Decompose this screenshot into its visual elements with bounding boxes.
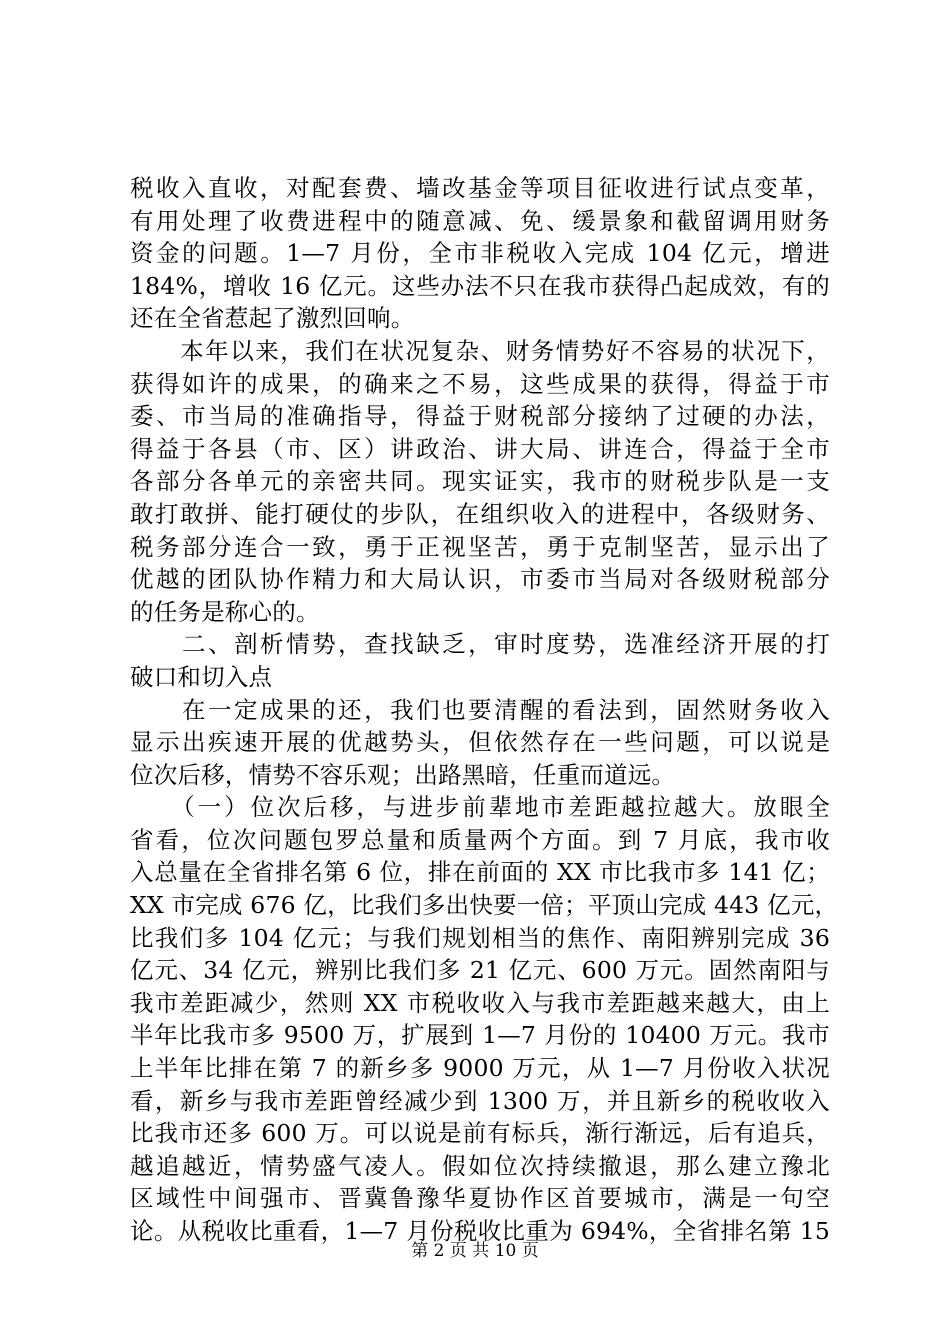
paragraph-line: 半年比我市多 9500 万，扩展到 1—7 月份的 10400 万元。我市 — [130, 1021, 830, 1050]
page-number-footer: 第 2 页 共 10 页 — [411, 1241, 539, 1261]
paragraph-line: 显示出疾速开展的优越势头，但依然存在一些问题，可以说是 — [130, 728, 830, 757]
paragraph-line: 看，新乡与我市差距曾经减少到 1300 万，并且新乡的税收收入 — [130, 1086, 830, 1115]
paragraph-line: 在一定成果的还，我们也要清醒的看法到，固然财务收入 — [130, 695, 830, 724]
paragraph-line: 的任务是称心的。 — [130, 597, 320, 626]
paragraph-line: 我市差距减少，然则 XX 市税收收入与我市差距越来越大，由上 — [130, 988, 830, 1017]
paragraph-line: 亿元、34 亿元，辨别比我们多 21 亿元、600 万元。固然南阳与 — [130, 956, 830, 985]
paragraph-line: 优越的团队协作精力和大局认识，市委市当局对各级财税部分 — [130, 565, 830, 594]
paragraph-line: 入总量在全省排名第 6 位，排在前面的 XX 市比我市多 141 亿； — [130, 858, 830, 887]
paragraph-line: 本年以来，我们在状况复杂、财务情势好不容易的状况下， — [130, 336, 830, 365]
paragraph-line: 敢打敢拼、能打硬仗的步队，在组织收入的进程中，各级财务、 — [130, 499, 830, 528]
paragraph-line: 获得如许的成果，的确来之不易，这些成果的获得，得益于市 — [130, 369, 830, 398]
paragraph-line: 上半年比排在第 7 的新乡多 9000 万元，从 1—7 月份收入状况 — [130, 1054, 830, 1083]
paragraph-line: 位次后移，情势不容乐观；出路黑暗，任重而道远。 — [130, 760, 676, 789]
section-heading-line: 破口和切入点 — [130, 662, 273, 691]
paragraph-line: 越追越近，情势盛气凌人。假如位次持续撤退，那么建立豫北 — [130, 1151, 830, 1180]
paragraph-line: XX 市完成 676 亿，比我们多出快要一倍；平顶山完成 443 亿元， — [130, 891, 839, 920]
paragraph-line: 省看，位次问题包罗总量和质量两个方面。到 7 月底，我市收 — [130, 825, 830, 854]
paragraph-line: （一）位次后移，与进步前辈地市差距越拉越大。放眼全 — [130, 793, 830, 822]
paragraph-line: 区域性中间强市、晋冀鲁豫华夏协作区首要城市，满是一句空 — [130, 1184, 830, 1213]
paragraph-line: 比我市还多 600 万。可以说是前有标兵，渐行渐远，后有追兵， — [130, 1119, 830, 1148]
paragraph-line: 184%，增收 16 亿元。这些办法不只在我市获得凸起成效，有的 — [130, 271, 830, 300]
paragraph-line: 还在全省惹起了激烈回响。 — [130, 304, 415, 333]
paragraph-line: 论。从税收比重看，1—7 月份税收比重为 694%，全省排名第 15 — [130, 1217, 830, 1245]
paragraph-line: 比我们多 104 亿元；与我们规划相当的焦作、南阳辨别完成 36 — [130, 923, 830, 952]
section-heading-line: 二、剖析情势，查找缺乏，审时度势，选准经济开展的打 — [130, 630, 830, 659]
document-body — [130, 172, 839, 1248]
paragraph-line: 有用处理了收费进程中的随意减、免、缓景象和截留调用财务 — [130, 206, 830, 235]
paragraph-line: 税务部分连合一致，勇于正视坚苦，勇于克制坚苦，显示出了 — [130, 532, 830, 561]
paragraph-line: 委、市当局的准确指导，得益于财税部分接纳了过硬的办法， — [130, 402, 830, 431]
paragraph-line: 得益于各县（市、区）讲政治、讲大局、讲连合，得益于全市 — [130, 434, 830, 463]
paragraph-line: 各部分各单元的亲密共同。现实证实，我市的财税步队是一支 — [130, 467, 830, 496]
paragraph-line: 税收入直收，对配套费、墙改基金等项目征收进行试点变革， — [130, 174, 830, 202]
paragraph-line: 资金的问题。1—7 月份，全市非税收入完成 104 亿元，增进 — [130, 239, 830, 268]
